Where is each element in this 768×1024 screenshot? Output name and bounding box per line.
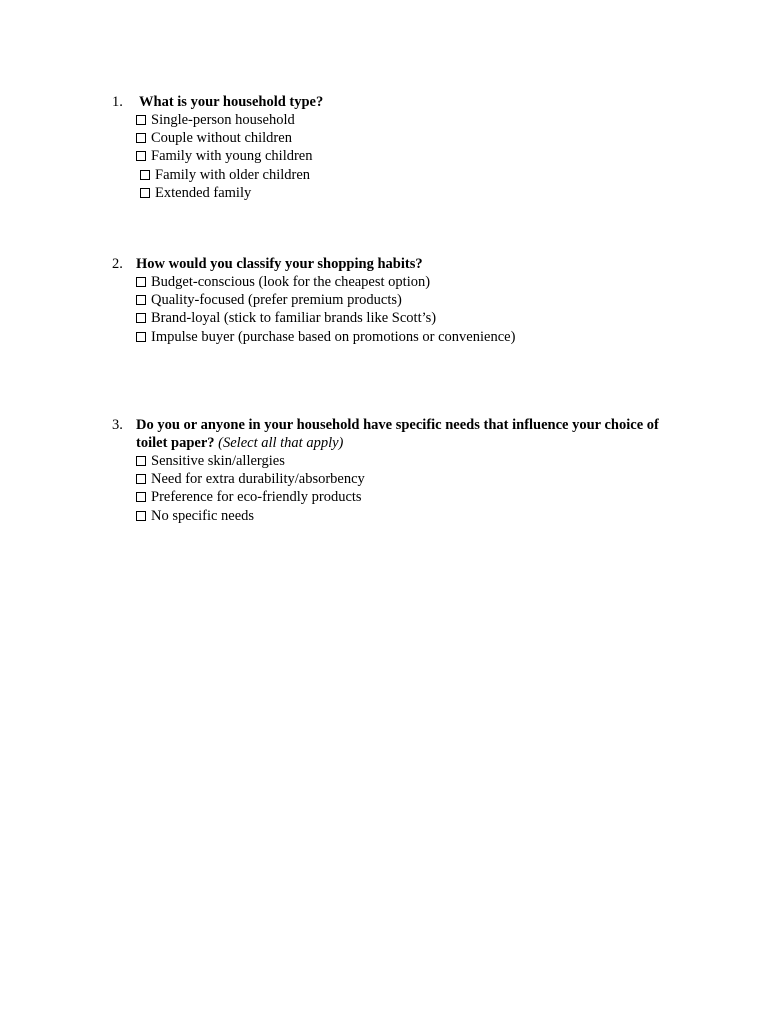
checkbox[interactable] [136, 133, 146, 143]
option-label: Preference for eco-friendly products [151, 489, 362, 506]
option-label: Brand-loyal (stick to familiar brands like Scott’s) [151, 310, 437, 327]
option-label: Quality-focused (prefer premium products) [151, 292, 402, 309]
option-family-young-children[interactable] [136, 147, 682, 165]
option-list [136, 273, 682, 346]
question-2 [112, 255, 682, 346]
question-3 [112, 416, 682, 525]
checkbox[interactable] [136, 277, 146, 287]
option-label: Need for extra durability/absorbency [151, 471, 365, 488]
checkbox[interactable] [140, 188, 150, 198]
checkbox[interactable] [136, 332, 146, 342]
question-text [136, 255, 682, 273]
option-label: Sensitive skin/allergies [151, 453, 285, 469]
checkbox[interactable] [136, 511, 146, 521]
option-brand-loyal[interactable] [136, 309, 682, 327]
option-sensitive-skin[interactable] [136, 452, 682, 470]
question-header [112, 255, 682, 273]
question-note: (Select all that apply) [218, 435, 344, 451]
option-extra-durability[interactable] [136, 470, 682, 488]
checkbox[interactable] [140, 170, 150, 180]
checkbox[interactable] [136, 492, 146, 502]
checkbox[interactable] [136, 151, 146, 161]
option-list [136, 452, 682, 525]
option-list [136, 111, 682, 202]
question-text [136, 416, 682, 452]
option-couple-no-children[interactable] [136, 129, 682, 147]
checkbox[interactable] [136, 115, 146, 125]
option-extended-family[interactable] [136, 184, 682, 202]
option-quality-focused[interactable] [136, 291, 682, 309]
checkbox[interactable] [136, 313, 146, 323]
option-label: Extended family [155, 184, 252, 201]
option-label: Family with young children [151, 148, 313, 165]
question-text-main: How would you classify your shopping habits? [136, 256, 423, 272]
checkbox[interactable] [136, 456, 146, 466]
option-label: Family with older children [155, 166, 311, 183]
option-label: Single-person household [151, 112, 295, 128]
question-number: 3. [112, 417, 123, 433]
question-number: 1. [112, 94, 123, 110]
checkbox[interactable] [136, 474, 146, 484]
checkbox[interactable] [136, 295, 146, 305]
option-budget-conscious[interactable] [136, 273, 682, 291]
question-text [136, 93, 682, 111]
question-header [112, 416, 682, 452]
option-eco-friendly[interactable] [136, 488, 682, 506]
option-single-person[interactable] [136, 111, 682, 129]
option-label: Couple without children [151, 130, 292, 147]
option-impulse-buyer[interactable] [136, 328, 682, 346]
option-label: No specific needs [151, 507, 255, 524]
question-number: 2. [112, 256, 123, 272]
option-family-older-children[interactable] [136, 166, 682, 184]
option-label: Impulse buyer (purchase based on promotions or convenience) [151, 328, 516, 345]
question-text-main: Do you or anyone in your household have specific needs that influence your choice of toilet paper? [136, 417, 659, 451]
question-header [112, 93, 682, 111]
option-label: Budget-conscious (look for the cheapest option) [151, 274, 431, 290]
question-text-main: What is your household type? [139, 94, 324, 110]
option-no-specific-needs[interactable] [136, 507, 682, 525]
question-1 [112, 93, 682, 202]
